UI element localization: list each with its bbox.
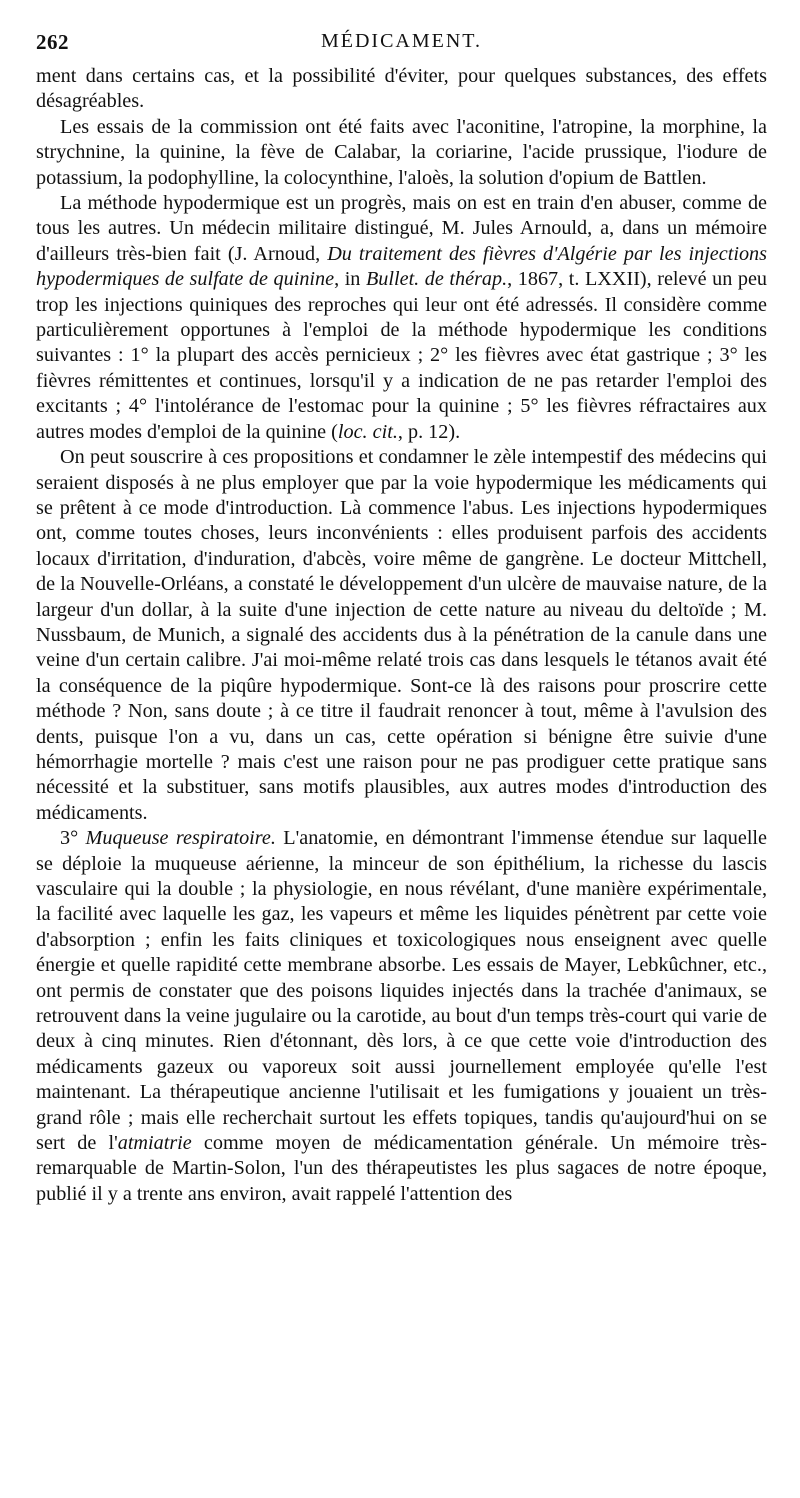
- citation-title: Du traitement des fièvres d'Algérie par les injections hypodermiques de sulfate de quinine: [36, 242, 767, 291]
- running-head: MÉDICAMENT.: [320, 30, 483, 52]
- document-page: [36, 30, 767, 1207]
- loc-cit: loc. cit.: [337, 420, 398, 443]
- text-segment: Les essais de la commission ont été faits avec l'aconitine, l'atropine, la morphine, la strychnine, la quinine, la fève de Calabar, la coriarine, l'acide prussique, l'iodure de potassium, la podophylline, la colocynthine, l'aloès, la solution d'opium de Battlen.: [36, 115, 767, 189]
- atmiatrie-term: atmiatrie: [117, 1132, 192, 1155]
- text-segment: , p. 12).: [397, 420, 461, 443]
- paragraph-abuse: [36, 445, 767, 826]
- paragraph-hypodermic-method: [36, 191, 767, 445]
- text-segment: ment dans certains cas, et la possibilité d'éviter, pour quelques substances, des effets désagréables.: [36, 65, 767, 113]
- section-heading: Muqueuse respiratoire.: [85, 827, 276, 850]
- paragraph-respiratory-mucosa: [36, 826, 767, 1207]
- text-segment: , 1867, t. LXXII), relevé un peu trop les injections quiniques des reproches qui leur ont été adressés. Il considère comme particulièrement opportunes à l'emploi de la méthode hypodermique les conditions suivantes : 1° la plupart des accès pernicieux ; 2° les fièvres avec état gastrique ; 3° les fièvres rémittentes et continues, lorsqu'il y a indication de ne pas retarder l'emploi des excitants ; 4° l'intolérance de l'estomac pour la quinine ; 5° les fièvres réfractaires aux autres modes d'emploi de la quinine (: [36, 268, 768, 443]
- page-number: 262: [36, 30, 69, 54]
- body-text: [36, 64, 767, 1207]
- text-segment: La méthode hypodermique est un progrès, mais on est en train d'en abuser, comme de tous les autres. Un médecin militaire distingué, M. Jules Arnould, a, dans un mémoire d'ailleurs très-bien fait (J. Arnoud,: [36, 192, 767, 265]
- journal-title: Bullet. de thérap.: [365, 268, 508, 291]
- text-segment: L'anatomie, en démontrant l'immense étendue sur laquelle se déploie la muqueuse aérienne, la minceur de son épithélium, la richesse du lascis vasculaire qui la double ; la physiologie, en nous révélant, d'une manière expérimentale, la facilité avec laquelle les gaz, les vapeurs et même les liquides pénètrent par cette voie d'absorption ; enfin les faits cliniques et toxicologiques nous enseignent avec quelle énergie et quelle rapidité cette membrane absorbe. Les essais de Mayer, Lebkûchner, etc., ont permis de constater que des poisons liquides injectés dans la trachée d'animaux, se retrouvent dans la veine jugulaire ou la carotide, au bout d'un temps très-court qui varie de deux à cinq minutes. Rien d'étonnant, dès lors, à ce que cette voie d'introduction des médicaments gazeux ou vaporeux soit aussi journellement employée qu'elle l'est maintenant. La thérapeutique ancienne l'utilisait et les fumigations y jouaient un très-grand rôle ; mais elle recherchait surtout les effets topiques, tandis qu'aujourd'hui on se sert de l': [36, 827, 768, 1155]
- text-segment: On peut souscrire à ces propositions et condamner le zèle intempestif des médecins qui seraient disposés à ne plus employer que par la voie hypodermique les médicaments qui se prêtent à ce mode d'introduction. Là commence l'abus. Les injections hypodermiques ont, comme toutes choses, leurs inconvénients : elles produisent parfois des accidents locaux d'irritation, d'induration, d'abcès, voire même de gangrène. Le docteur Mittchell, de la Nouvelle-Orléans, a constaté le développement d'un ulcère de mauvaise nature, de la largeur d'un dollar, à la suite d'une injection de cette nature au niveau du deltoïde ; M. Nussbaum, de Munich, a signalé des accidents dus à la pénétration de la canule dans une veine d'un certain calibre. J'ai moi-même relaté trois cas dans lesquels le tétanos avait été la conséquence de la piqûre hypodermique. Sont-ce là des raisons pour proscrire cette méthode ? Non, sans doute ; à ce titre il faudrait renoncer à tout, même à l'avulsion des dents, puisque l'on a vu, dans un cas, cette opération si bénigne être suivie d'une hémorrhagie mortelle ? mais c'est une raison pour ne pas prodiguer cette pratique sans nécessité et la substituer, sans motifs plausibles, aux autres modes d'introduction des médicaments.: [36, 446, 767, 824]
- text-segment: 3°: [60, 827, 86, 850]
- text-segment: , in: [334, 268, 366, 291]
- text-segment: comme moyen de médicamentation générale. Un mémoire très-remarquable de Martin-Solon, l'un des thérapeutistes les plus sagaces de notre époque, publié il y a trente ans environ, avait rappelé l'attention des: [36, 1132, 767, 1205]
- page-header: [36, 30, 767, 56]
- paragraph-commission-essays: [36, 115, 767, 191]
- paragraph-continuation: [36, 64, 767, 115]
